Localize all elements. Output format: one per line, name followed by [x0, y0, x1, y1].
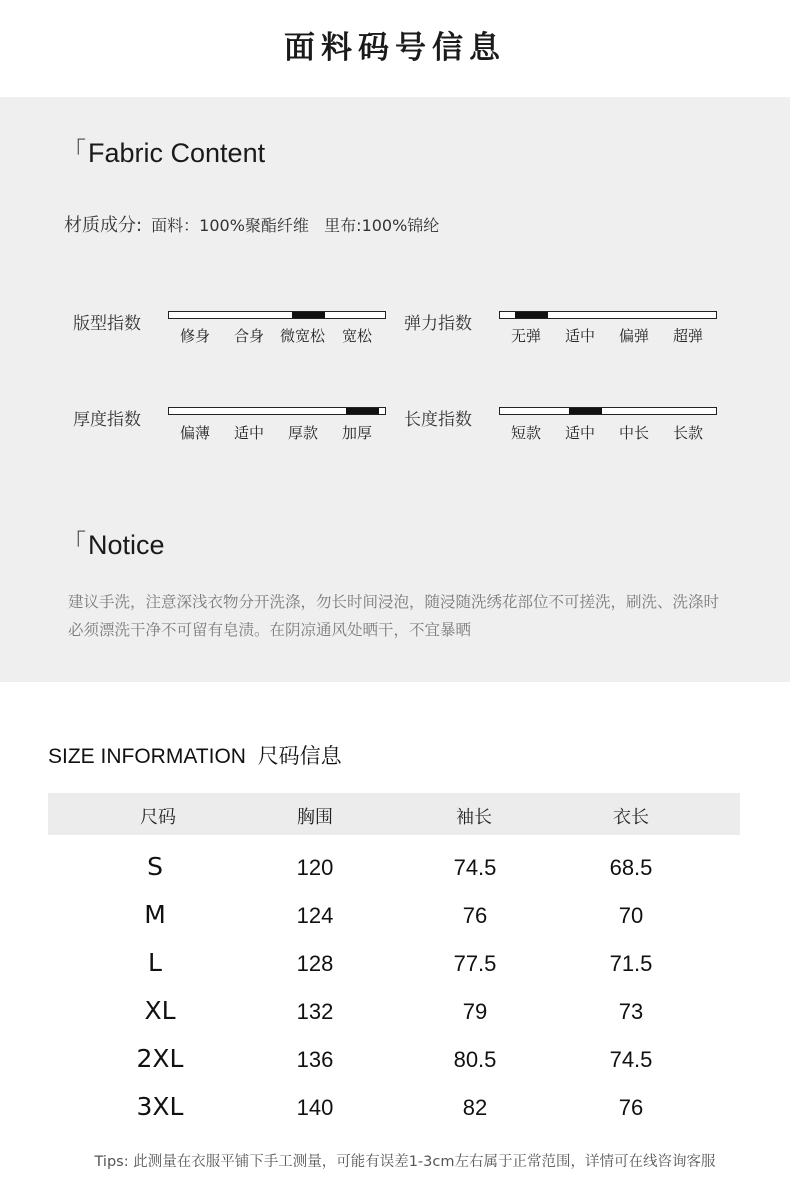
- sleeve-cell: 74.5: [453, 855, 497, 880]
- index-option: 中长: [619, 424, 650, 442]
- page-title: 面料码号信息: [284, 30, 506, 66]
- sleeve-cell: 82: [462, 1095, 488, 1120]
- index-option: 加厚: [342, 424, 373, 442]
- fit-index-indicator: [292, 312, 325, 318]
- index-option: 偏弹: [619, 327, 650, 345]
- chest-cell: 128: [296, 951, 334, 976]
- index-option: 适中: [565, 424, 596, 442]
- fabric-content-heading: [62, 134, 265, 169]
- thickness-index-indicator: [346, 408, 379, 414]
- fit-index-bar: [168, 311, 386, 319]
- fit-index-label: 版型指数: [73, 314, 141, 334]
- stretch-index-label: 弹力指数: [404, 314, 472, 334]
- column-header-size: 尺码: [140, 807, 176, 828]
- index-option: 修身: [180, 327, 211, 345]
- size-information-heading: SIZE INFORMATION 尺码信息: [48, 745, 342, 768]
- index-option: 偏薄: [180, 424, 211, 442]
- care-instructions: 建议手洗，注意深浅衣物分开洗涤，勿长时间浸泡，随浸随洗绣花部位不可搓洗，刷洗、洗涤时必须漂洗干净不可留有皂渍。在阴凉通风处晒干，不宜暴晒: [68, 593, 720, 639]
- length-cell: 68.5: [609, 855, 653, 880]
- table-row: [48, 1037, 740, 1085]
- length-index-label: 长度指数: [404, 410, 472, 430]
- length-cell: 70: [618, 903, 644, 928]
- length-index-bar: [499, 407, 717, 415]
- chest-cell: 140: [296, 1095, 334, 1120]
- material-label: 材质成分:: [64, 215, 143, 236]
- size-cell: 2XL: [136, 1044, 184, 1073]
- sleeve-cell: 77.5: [453, 951, 497, 976]
- size-table-header: [48, 793, 740, 835]
- index-option: 适中: [234, 424, 265, 442]
- length-index-options: [499, 422, 717, 442]
- chest-cell: 124: [296, 903, 334, 928]
- size-cell: M: [144, 900, 166, 929]
- length-cell: 76: [618, 1095, 644, 1120]
- sleeve-cell: 80.5: [453, 1047, 497, 1072]
- thickness-index-bar: [168, 407, 386, 415]
- measurement-tips: Tips: 此测量在衣服平铺下手工测量，可能有误差1-3cm左右属于正常范围，详情可在线咨询客服: [94, 1154, 716, 1170]
- index-option: 厚款: [288, 424, 319, 442]
- heading-bracket: 「: [62, 138, 86, 165]
- size-cell: XL: [144, 996, 176, 1025]
- thickness-index-options: [168, 422, 386, 442]
- index-option: 无弹: [511, 327, 542, 345]
- chest-cell: 136: [296, 1047, 334, 1072]
- index-option: 长款: [673, 424, 704, 442]
- table-row: [48, 1085, 740, 1133]
- size-cell: L: [148, 948, 162, 977]
- stretch-index-options: [499, 325, 717, 345]
- index-option: 合身: [234, 327, 265, 345]
- chest-cell: 132: [296, 999, 334, 1024]
- table-row: [48, 941, 740, 989]
- length-cell: 71.5: [609, 951, 653, 976]
- table-row: [48, 845, 740, 893]
- column-header-length: 衣长: [613, 807, 649, 828]
- index-option: 适中: [565, 327, 596, 345]
- fit-index-options: [168, 325, 386, 345]
- size-cell: S: [147, 852, 163, 881]
- thickness-index-label: 厚度指数: [73, 410, 141, 430]
- chest-cell: 120: [296, 855, 334, 880]
- table-row: [48, 893, 740, 941]
- index-option: 微宽松: [280, 327, 326, 345]
- notice-heading-text: Notice: [88, 530, 165, 560]
- column-header-chest: 胸围: [297, 807, 333, 828]
- table-row: [48, 989, 740, 1037]
- material-value: 面料：100%聚酯纤维 里布:100%锦纶: [151, 216, 440, 235]
- notice-heading: [62, 526, 165, 561]
- fabric-content-heading-text: Fabric Content: [88, 138, 266, 168]
- material-composition: [64, 211, 439, 237]
- heading-bracket: 「: [62, 530, 86, 557]
- sleeve-cell: 76: [462, 903, 488, 928]
- stretch-index-indicator: [515, 312, 548, 318]
- index-option: 宽松: [342, 327, 373, 345]
- length-cell: 74.5: [609, 1047, 653, 1072]
- size-cell: 3XL: [136, 1092, 184, 1121]
- index-option: 短款: [511, 424, 542, 442]
- stretch-index-bar: [499, 311, 717, 319]
- sleeve-cell: 79: [462, 999, 488, 1024]
- index-option: 超弹: [673, 327, 704, 345]
- column-header-sleeve: 袖长: [456, 807, 492, 828]
- length-cell: 73: [618, 999, 644, 1024]
- length-index-indicator: [569, 408, 602, 414]
